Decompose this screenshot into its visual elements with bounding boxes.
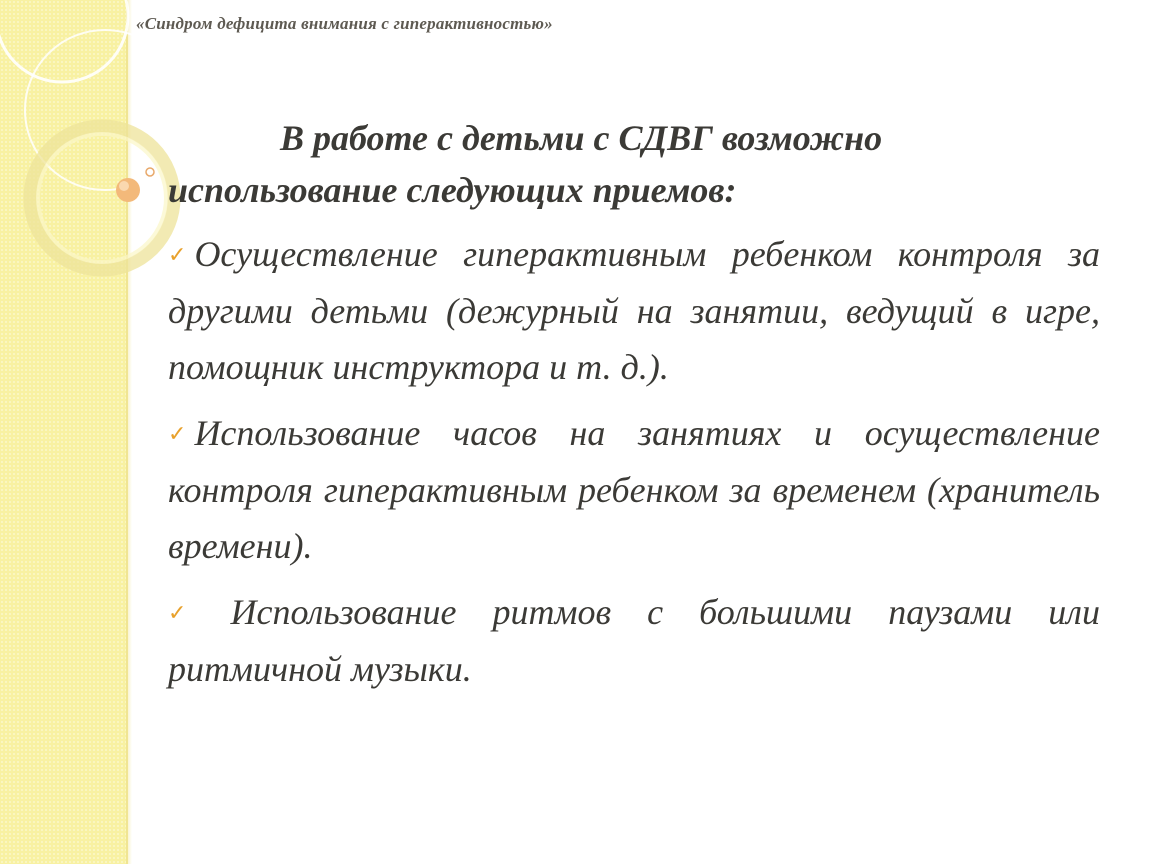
list-item xyxy=(168,226,1100,395)
checkmark-icon: ✓ xyxy=(168,421,187,446)
slide-header: «Синдром дефицита внимания с гиперактивностью» xyxy=(136,14,553,33)
list-item xyxy=(168,584,1100,697)
slide-body xyxy=(168,112,1100,707)
list-item-text: Использование часов на занятиях и осуществление контроля гиперактивным ребенком за временем (хранитель времени). xyxy=(168,413,1100,566)
side-band-shadow xyxy=(126,0,132,864)
checkmark-icon: ✓ xyxy=(168,600,187,625)
list-item-text: Использование ритмов с большими паузами или ритмичной музыки. xyxy=(168,592,1100,689)
slide-heading: В работе с детьми с СДВГ возможно использование следующих приемов: xyxy=(168,118,883,210)
decorative-side-band xyxy=(0,0,128,864)
checkmark-icon: ✓ xyxy=(168,242,187,267)
list-item xyxy=(168,405,1100,574)
list-item-text: Осуществление гиперактивным ребенком контроля за другими детьми (дежурный на занятии, ведущий в игре, помощник инструктора и т. д.). xyxy=(168,234,1100,387)
